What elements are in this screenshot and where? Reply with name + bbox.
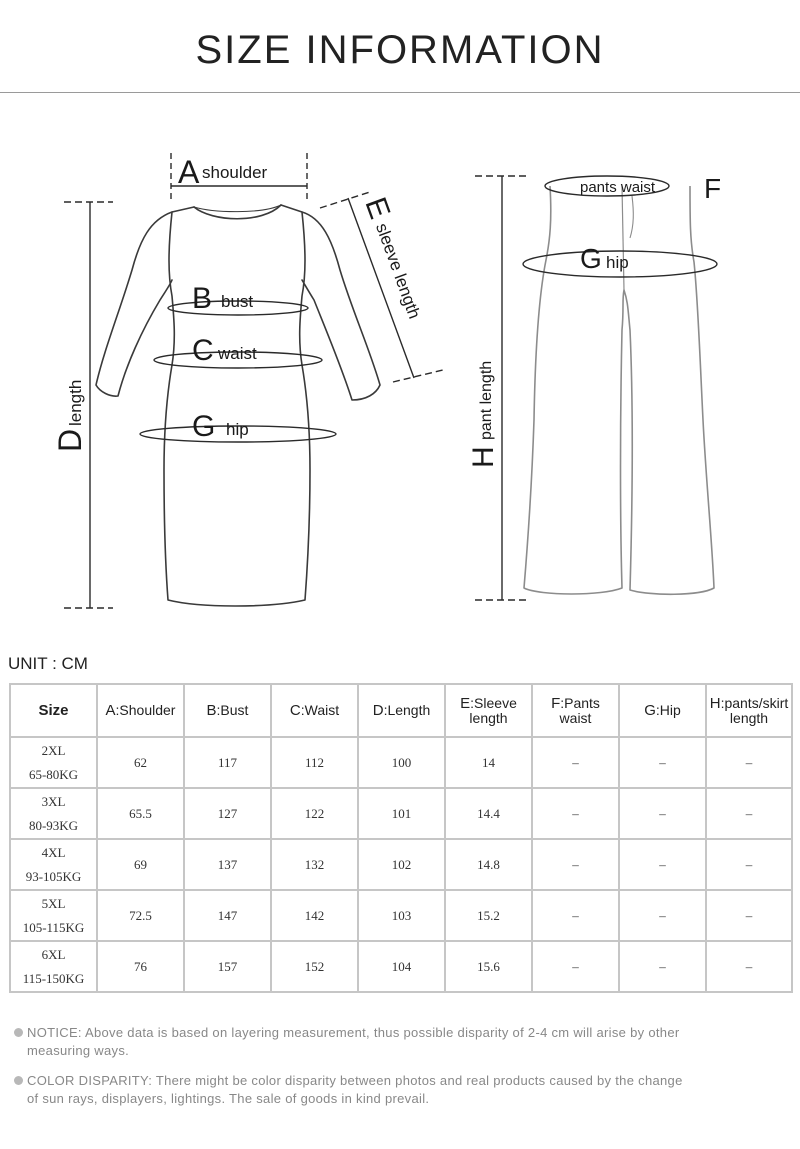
bullet-dot-icon	[14, 1076, 23, 1085]
label-g-letter: G	[192, 410, 216, 443]
bust-cell: 127	[184, 788, 271, 839]
table-header-row	[10, 684, 792, 737]
table-row	[10, 839, 792, 890]
label-d-text: length	[66, 379, 85, 426]
bust-cell: 117	[184, 737, 271, 788]
header-pants-waist: F:Pants waist	[532, 684, 619, 737]
title-divider	[0, 92, 800, 93]
header-hip: G:Hip	[619, 684, 706, 737]
waist-cell: 142	[271, 890, 358, 941]
bust-cell: 157	[184, 941, 271, 992]
shoulder-cell: 76	[97, 941, 184, 992]
size-cell: 2XL 65-80KG	[10, 737, 97, 788]
pants-outline	[524, 186, 714, 594]
dress-body-outline	[164, 205, 310, 606]
pants-measurements	[475, 176, 717, 600]
bust-cell: 137	[184, 839, 271, 890]
measurement-diagram	[0, 100, 800, 620]
pants-waist-cell: –	[532, 737, 619, 788]
table-row	[10, 941, 792, 992]
pants-waist-cell: –	[532, 839, 619, 890]
length-cell: 101	[358, 788, 445, 839]
page-title: SIZE INFORMATION	[195, 28, 605, 72]
header-sleeve: E:Sleeve length	[445, 684, 532, 737]
dress-left-sleeve	[96, 212, 172, 396]
pants-labels	[467, 173, 721, 468]
label-pants-g-letter: G	[580, 243, 602, 274]
hip-cell: –	[619, 788, 706, 839]
size-cell: 5XL 105-115KG	[10, 890, 97, 941]
color-disparity-text: COLOR DISPARITY: There might be color disparity between photos and real products caused by the change of sun rays, displayers, lightings. The sale of goods in kind prevail.	[14, 1072, 774, 1108]
sleeve-cell: 15.6	[445, 941, 532, 992]
notice-text: NOTICE: Above data is based on layering measurement, thus possible disparity of 2-4 cm will arise by other measuring ways.	[14, 1024, 774, 1060]
label-d-letter: D	[52, 428, 88, 452]
label-b-text: bust	[221, 292, 254, 311]
table-row	[10, 737, 792, 788]
dress-labels	[52, 154, 433, 452]
sleeve-cell: 14	[445, 737, 532, 788]
label-pants-g-text: hip	[606, 253, 629, 272]
pants-waist-cell: –	[532, 788, 619, 839]
hip-cell: –	[619, 737, 706, 788]
waist-cell: 152	[271, 941, 358, 992]
hip-cell: –	[619, 839, 706, 890]
dress-illustration	[96, 205, 380, 606]
sleeve-cell: 14.8	[445, 839, 532, 890]
header-size: Size	[10, 684, 97, 737]
hip-cell: –	[619, 941, 706, 992]
label-g-text: hip	[226, 420, 249, 439]
label-c-letter: C	[192, 334, 214, 367]
shoulder-cell: 69	[97, 839, 184, 890]
shoulder-cell: 65.5	[97, 788, 184, 839]
size-cell: 3XL 80-93KG	[10, 788, 97, 839]
pants-waist-cell: –	[532, 941, 619, 992]
label-b-letter: B	[192, 282, 213, 315]
size-table	[9, 683, 793, 993]
waist-cell: 122	[271, 788, 358, 839]
shoulder-cell: 62	[97, 737, 184, 788]
sleeve-cell: 14.4	[445, 788, 532, 839]
unit-label: UNIT : CM	[8, 654, 88, 673]
sleeve-cell: 15.2	[445, 890, 532, 941]
hip-cell: –	[619, 890, 706, 941]
pants-length-cell: –	[706, 737, 792, 788]
waist-cell: 132	[271, 839, 358, 890]
pants-length-cell: –	[706, 788, 792, 839]
pants-length-cell: –	[706, 839, 792, 890]
bullet-dot-icon	[14, 1028, 23, 1037]
label-a-text: shoulder	[202, 163, 268, 182]
shoulder-cell: 72.5	[97, 890, 184, 941]
header-pants-length: H:pants/skirt length	[706, 684, 792, 737]
bust-cell: 147	[184, 890, 271, 941]
label-a-letter: A	[178, 154, 200, 190]
table-row	[10, 890, 792, 941]
length-cell: 100	[358, 737, 445, 788]
label-f-text: pants waist	[580, 179, 656, 196]
size-cell: 6XL 115-150KG	[10, 941, 97, 992]
label-e-letter: E	[358, 193, 397, 224]
header-shoulder: A:Shoulder	[97, 684, 184, 737]
length-cell: 103	[358, 890, 445, 941]
pants-length-cell: –	[706, 890, 792, 941]
header-bust: B:Bust	[184, 684, 271, 737]
label-e-text: sleeve length	[372, 220, 425, 322]
waist-cell: 112	[271, 737, 358, 788]
pants-waist-cell: –	[532, 890, 619, 941]
label-h-text: pant length	[478, 360, 495, 440]
table-row	[10, 788, 792, 839]
length-cell: 104	[358, 941, 445, 992]
dress-right-sleeve	[302, 212, 380, 400]
label-h-letter: H	[467, 446, 500, 468]
length-cell: 102	[358, 839, 445, 890]
label-f-letter: F	[704, 173, 722, 204]
header-waist: C:Waist	[271, 684, 358, 737]
label-c-text: waist	[218, 344, 257, 363]
header-length: D:Length	[358, 684, 445, 737]
pants-length-cell: –	[706, 941, 792, 992]
size-cell: 4XL 93-105KG	[10, 839, 97, 890]
pants-illustration	[524, 186, 714, 594]
